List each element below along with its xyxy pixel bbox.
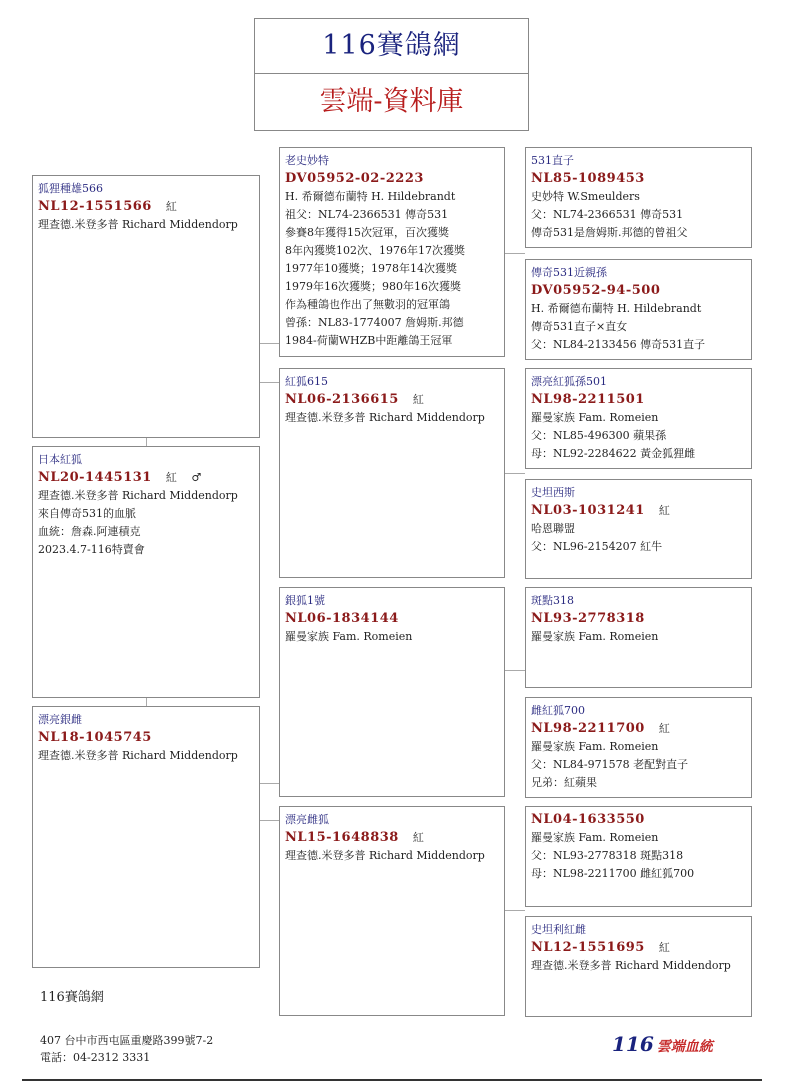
dam-dam-card — [279, 806, 505, 1016]
sss-line: 史妙特 W.Smeulders — [531, 190, 640, 203]
sdd-line: 父：NL96-2154207 紅牛 — [531, 540, 663, 553]
ssd-card — [525, 259, 752, 360]
sire-card — [32, 175, 260, 438]
dds-card — [525, 806, 752, 907]
sss-line: 父：NL74-2366531 傳奇531 — [531, 208, 684, 221]
dss-card — [525, 587, 752, 688]
dsd-line: 父：NL84-971578 老配對直子 — [531, 758, 689, 771]
ddd-line: 理查德.米登多普 Richard Middendorp — [531, 959, 731, 972]
ss-line: 1984-荷蘭WHZB中距離鴿王冠軍 — [285, 334, 453, 347]
sds-line: 父：NL85-496300 蘋果孫 — [531, 429, 667, 442]
logo-text: 雲端血統 — [656, 1039, 713, 1055]
dam-card — [32, 706, 260, 968]
brand-logo — [612, 1032, 713, 1056]
ss-line: 祖父：NL74-2366531 傳奇531 — [285, 208, 449, 221]
dsd-color: 紅 — [658, 722, 671, 735]
sds-name: 漂亮紅狐孫501 — [531, 375, 607, 388]
sds-line: 羅曼家族 Fam. Romeien — [531, 411, 659, 424]
ssd-ring: DV05952-94-500 — [531, 283, 661, 298]
sire-dam-card — [279, 368, 505, 578]
sd-line: 理查德.米登多普 Richard Middendorp — [285, 411, 485, 424]
sd-ring: NL06-2136615 — [285, 392, 399, 407]
bird-line: 血統：詹森.阿連積克 — [38, 525, 141, 538]
dsd-ring: NL98-2211700 — [531, 721, 645, 736]
bird-line: 來自傳奇531的血脈 — [38, 507, 136, 520]
dam-line: 理查德.米登多普 Richard Middendorp — [38, 749, 238, 762]
ddd-ring: NL12-1551695 — [531, 940, 645, 955]
sss-card — [525, 147, 752, 248]
connector-line — [260, 382, 279, 383]
ds-line: 羅曼家族 Fam. Romeien — [285, 630, 413, 643]
ddd-color: 紅 — [658, 941, 671, 954]
connector-line — [260, 783, 279, 784]
ss-ring: DV05952-02-2223 — [285, 171, 424, 186]
ss-line: H. 希爾德布蘭特 H. Hildebrandt — [285, 190, 456, 203]
footer-phone: 電話：04-2312 3331 — [40, 1051, 151, 1064]
bird-sex: ♂ — [191, 471, 202, 484]
ss-name: 老史妙特 — [285, 154, 329, 167]
connector-line — [505, 253, 525, 254]
sire-sire-card — [279, 147, 505, 357]
footer-contact — [40, 1032, 213, 1066]
sss-name: 531直子 — [531, 154, 574, 167]
bird-ring: NL20-1445131 — [38, 470, 152, 485]
subject-bird-card — [32, 446, 260, 698]
dsd-card — [525, 697, 752, 798]
ds-ring: NL06-1834144 — [285, 611, 399, 626]
connector-line — [146, 698, 147, 706]
dd-color: 紅 — [412, 831, 425, 844]
ss-line: 曾孫：NL83-1774007 詹姆斯.邦德 — [285, 316, 464, 329]
dss-name: 斑點318 — [531, 594, 574, 607]
dd-ring: NL15-1648838 — [285, 830, 399, 845]
dss-ring: NL93-2778318 — [531, 611, 645, 626]
dds-line: 母：NL98-2211700 雌紅狐700 — [531, 867, 695, 880]
bird-line: 2023.4.7-116特賣會 — [38, 543, 145, 556]
footer-site-name: 116賽鴿網 — [40, 990, 104, 1005]
ssd-line: 傳奇531直子×直女 — [531, 320, 628, 333]
ss-line: 作為種鴿也作出了無數羽的冠軍鴿 — [285, 298, 450, 311]
connector-line — [505, 910, 525, 911]
connector-line — [146, 438, 147, 446]
ssd-name: 傳奇531近親孫 — [531, 266, 607, 279]
connector-line — [260, 343, 279, 344]
dds-line: 父：NL93-2778318 斑點318 — [531, 849, 684, 862]
sds-ring: NL98-2211501 — [531, 392, 645, 407]
ssd-line: H. 希爾德布蘭特 H. Hildebrandt — [531, 302, 702, 315]
dd-line: 理查德.米登多普 Richard Middendorp — [285, 849, 485, 862]
dam-sire-card — [279, 587, 505, 797]
sdd-color: 紅 — [658, 504, 671, 517]
ss-line: 8年內獲獎102次、1976年17次獲獎 — [285, 244, 465, 257]
database-title: 雲端-資料庫 — [254, 73, 529, 131]
dss-line: 羅曼家族 Fam. Romeien — [531, 630, 659, 643]
sdd-ring: NL03-1031241 — [531, 503, 645, 518]
ssd-line: 父：NL84-2133456 傳奇531直子 — [531, 338, 706, 351]
ss-line: 1977年10獲獎；1978年14次獲獎 — [285, 262, 457, 275]
ddd-card — [525, 916, 752, 1017]
connector-line — [260, 820, 279, 821]
sdd-line: 哈恩聯盟 — [531, 522, 575, 535]
dsd-line: 兄弟：紅蘋果 — [531, 776, 597, 789]
footer-divider — [22, 1079, 762, 1081]
sdd-card — [525, 479, 752, 579]
bird-line: 理查德.米登多普 Richard Middendorp — [38, 489, 238, 502]
dd-name: 漂亮雌狐 — [285, 813, 329, 826]
sire-ring: NL12-1551566 — [38, 199, 152, 214]
sdd-name: 史坦西斯 — [531, 486, 575, 499]
sd-name: 紅狐615 — [285, 375, 328, 388]
sd-color: 紅 — [412, 393, 425, 406]
site-title: 116賽鴿網 — [254, 18, 529, 74]
ss-line: 參賽8年獲得15次冠軍，百次獲獎 — [285, 226, 449, 239]
dam-ring: NL18-1045745 — [38, 730, 152, 745]
dam-name: 漂亮銀雌 — [38, 713, 82, 726]
dsd-line: 羅曼家族 Fam. Romeien — [531, 740, 659, 753]
sds-line: 母：NL92-2284622 黃金狐狸雌 — [531, 447, 696, 460]
ss-line: 1979年16次獲獎；980年16次獲獎 — [285, 280, 461, 293]
dsd-name: 雌紅狐700 — [531, 704, 585, 717]
logo-number: 116 — [612, 1032, 654, 1056]
dds-line: 羅曼家族 Fam. Romeien — [531, 831, 659, 844]
bird-name: 日本紅狐 — [38, 453, 82, 466]
sire-color: 紅 — [165, 200, 178, 213]
sss-line: 傳奇531是詹姆斯.邦德的曾祖父 — [531, 226, 688, 239]
sire-name: 狐狸種雄566 — [38, 182, 103, 195]
connector-line — [505, 670, 525, 671]
sss-ring: NL85-1089453 — [531, 171, 645, 186]
ddd-name: 史坦利紅雌 — [531, 923, 586, 936]
sds-card — [525, 368, 752, 469]
sire-line: 理查德.米登多普 Richard Middendorp — [38, 218, 238, 231]
dds-ring: NL04-1633550 — [531, 812, 645, 827]
footer-address: 407 台中市西屯區重慶路399號7-2 — [40, 1034, 214, 1047]
connector-line — [505, 473, 525, 474]
ds-name: 銀狐1號 — [285, 594, 325, 607]
bird-color: 紅 — [165, 471, 178, 484]
